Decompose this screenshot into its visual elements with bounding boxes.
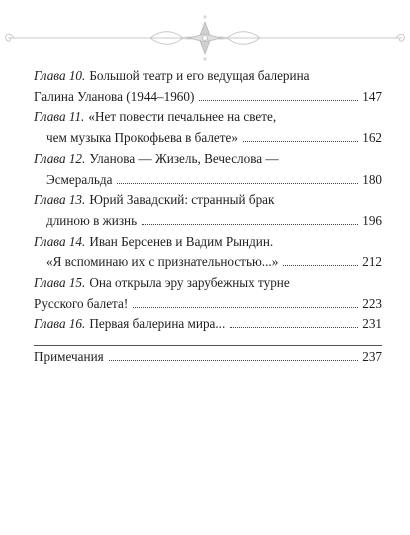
chapter-title: Первая балерина мира... <box>89 316 226 332</box>
dot-leader <box>133 307 358 308</box>
chapter-title-continued: Русского балета! <box>34 295 129 311</box>
page-number: 162 <box>362 130 382 146</box>
chapter-number: Глава 13. <box>34 192 86 208</box>
chapter-number: Глава 12. <box>34 150 86 166</box>
dot-leader <box>142 224 358 225</box>
chapter-title-continued: Эсмеральда <box>46 171 113 187</box>
chapter-title: «Нет повести печальнее на свете, <box>88 109 277 125</box>
page-number: 212 <box>362 254 382 270</box>
toc-entry-chapter-10[interactable] <box>34 66 382 107</box>
chapter-title: Уланова — Жизель, Вечеслова — <box>89 150 279 166</box>
chapter-title: Юрий Завадский: странный брак <box>89 192 275 208</box>
chapter-title: Она открыла эру зарубежных турне <box>89 275 290 291</box>
dot-leader <box>230 327 358 328</box>
chapter-number: Глава 11. <box>34 109 85 125</box>
page-number: 180 <box>362 171 382 187</box>
page-number: 147 <box>362 88 382 104</box>
chapter-title-continued: Галина Уланова (1944–1960) <box>34 88 195 104</box>
notes-label: Примечания <box>34 349 104 365</box>
toc-entry-notes[interactable] <box>34 345 382 368</box>
toc-entry-chapter-11[interactable] <box>34 107 382 148</box>
dot-leader <box>283 265 358 266</box>
chapter-number: Глава 15. <box>34 275 86 291</box>
chapter-title-continued: «Я вспоминаю их с признательностью...» <box>46 254 279 270</box>
chapter-title: Иван Берсенев и Вадим Рындин. <box>89 233 274 249</box>
chapter-number: Глава 16. <box>34 316 86 332</box>
toc-entry-chapter-16[interactable] <box>34 314 382 335</box>
page-number: 237 <box>362 349 382 365</box>
chapter-title-continued: чем музыка Прокофьева в балете» <box>46 130 238 146</box>
chapter-title-continued: длиною в жизнь <box>46 212 138 228</box>
chapter-number: Глава 10. <box>34 68 86 83</box>
toc-entry-chapter-15[interactable] <box>34 273 382 314</box>
page-number: 231 <box>362 316 382 332</box>
header-ornament <box>0 0 410 62</box>
dot-leader <box>117 183 358 184</box>
dot-leader <box>199 100 358 101</box>
toc-entry-chapter-14[interactable] <box>34 232 382 273</box>
toc-entry-chapter-13[interactable] <box>34 190 382 231</box>
dot-leader <box>109 360 359 361</box>
toc-entry-chapter-12[interactable] <box>34 149 382 190</box>
dot-leader <box>243 141 358 142</box>
chapter-number: Глава 14. <box>34 233 86 249</box>
chapter-title: Большой театр и его ведущая балерина <box>89 68 310 83</box>
page-number: 223 <box>362 295 382 311</box>
table-of-contents <box>34 66 382 368</box>
page-number: 196 <box>362 212 382 228</box>
